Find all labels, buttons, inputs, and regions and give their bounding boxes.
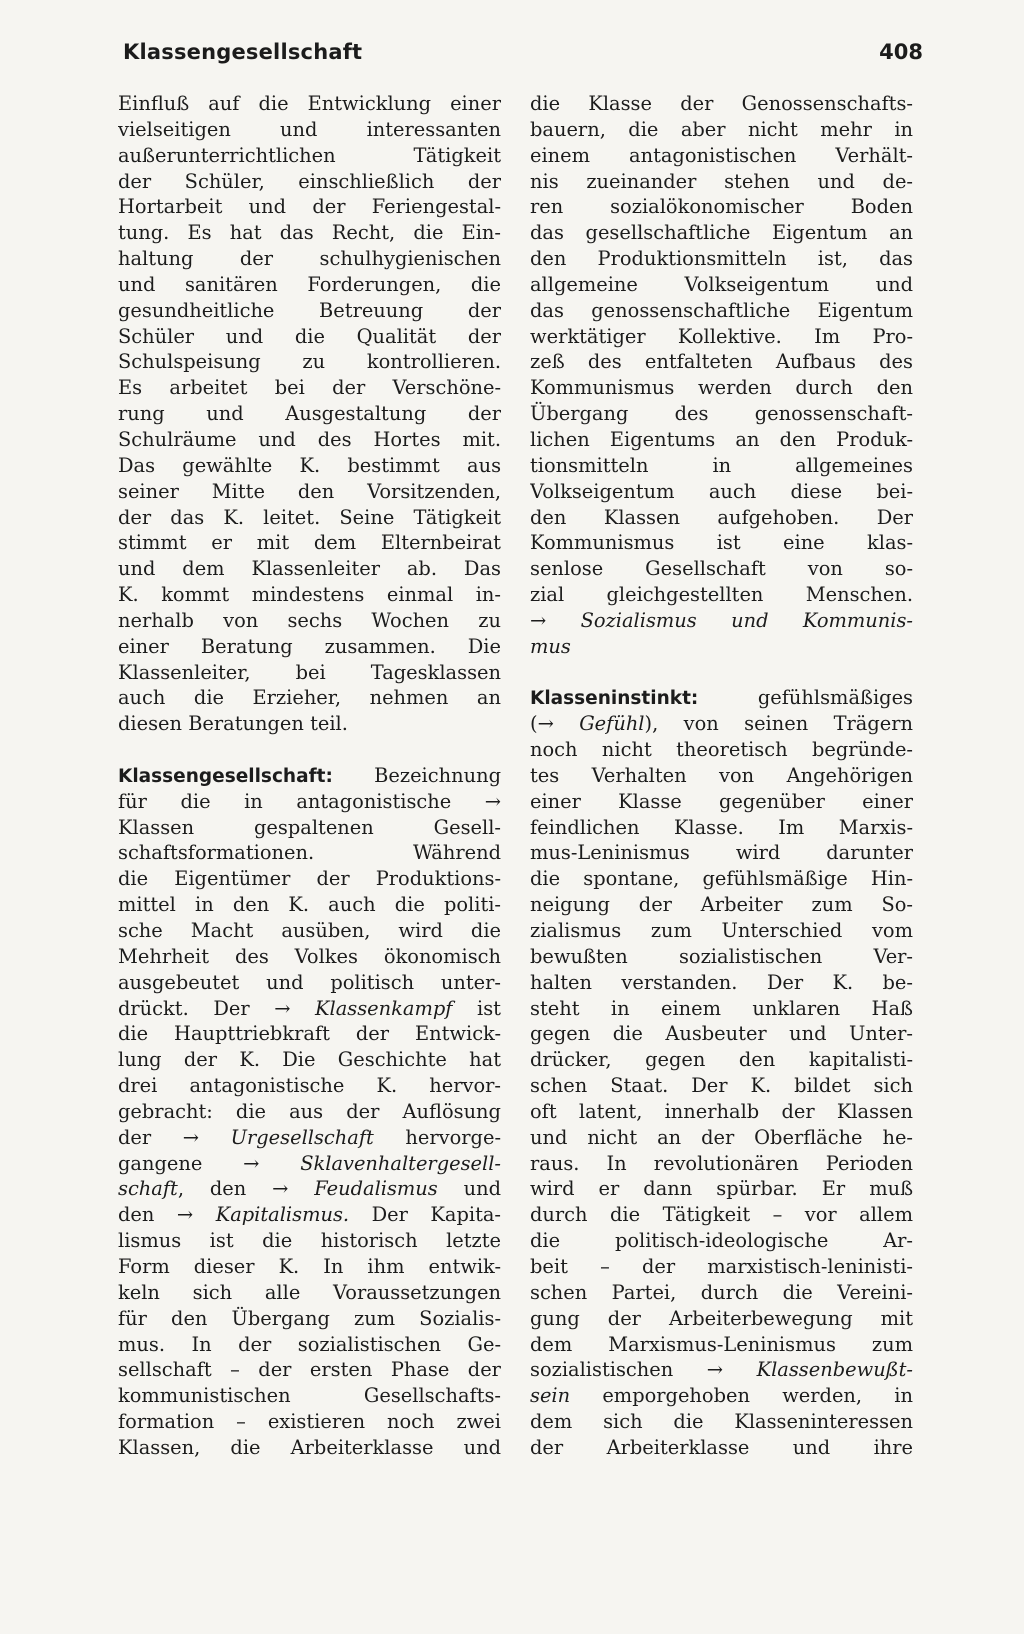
text-line: Mehrheit des Volkes ökonomisch bbox=[118, 944, 501, 968]
text-line: Kommunismus werden durch den bbox=[530, 376, 913, 400]
text-line: dem sich die Klasseninteressen bbox=[530, 1410, 913, 1434]
text-line: noch nicht theoretisch begründe- bbox=[530, 738, 913, 762]
text-line: den Klassen aufgehoben. Der bbox=[530, 505, 913, 529]
text-line: schen Staat. Der K. bildet sich bbox=[530, 1074, 913, 1098]
text-line: diesen Beratungen teil. bbox=[118, 712, 348, 736]
text-line: drücker, gegen den kapitalisti- bbox=[530, 1048, 913, 1072]
cross-reference: Klassenbewußt- bbox=[756, 1358, 913, 1382]
text-line: Einfluß auf die Entwicklung einer bbox=[118, 92, 501, 115]
text-line: gebracht: die aus der Auflösung bbox=[118, 1099, 501, 1123]
text-line: bauern, die aber nicht mehr in bbox=[530, 117, 913, 141]
text-line: raus. In revolutionären Perioden bbox=[530, 1151, 913, 1175]
page-number: 408 bbox=[879, 40, 923, 64]
text-line: schaft, den → Feudalismus und bbox=[118, 1177, 501, 1201]
cross-reference: Feudalismus bbox=[314, 1177, 438, 1201]
text-line: Form dieser K. In ihm entwik- bbox=[118, 1254, 501, 1278]
text-line: nerhalb von sechs Wochen zu bbox=[118, 608, 501, 632]
text-line: Klassen, die Arbeiterklasse und bbox=[118, 1435, 501, 1459]
text-line: Kommunismus ist eine klas- bbox=[530, 531, 913, 555]
text-line: → Sozialismus und Kommunis- bbox=[530, 608, 913, 632]
text-line: für die in antagonistische → bbox=[118, 789, 501, 813]
text-line: haltung der schulhygienischen bbox=[118, 247, 501, 271]
text-line: bewußten sozialistischen Ver- bbox=[530, 944, 913, 968]
text-line: sche Macht ausüben, wird die bbox=[118, 919, 501, 942]
text-line: ren sozialökonomischer Boden bbox=[530, 195, 913, 219]
cross-reference: Gefühl bbox=[579, 712, 645, 736]
text-line: tung. Es hat das Recht, die Ein- bbox=[118, 221, 501, 245]
text-line: der → Urgesellschaft hervorge- bbox=[118, 1125, 501, 1149]
text-line: schen Partei, durch die Vereini- bbox=[530, 1280, 913, 1304]
text-line: Klassenleiter, bei Tagesklassen bbox=[118, 660, 501, 684]
text-line: dem Marxismus-Leninismus zum bbox=[530, 1332, 913, 1356]
text-line: lismus ist die historisch letzte bbox=[118, 1229, 501, 1253]
text-line: Schüler und die Qualität der bbox=[118, 324, 501, 348]
text-line: nis zueinander stehen und de- bbox=[530, 169, 913, 193]
text-line: keln sich alle Voraussetzungen bbox=[118, 1280, 501, 1304]
text-line: Klasseninstinkt: gefühlsmäßiges bbox=[530, 686, 913, 710]
text-line: neigung der Arbeiter zum So- bbox=[530, 893, 913, 917]
text-line: tionsmitteln in allgemeines bbox=[530, 453, 913, 477]
text-line: oft latent, innerhalb der Klassen bbox=[530, 1099, 913, 1123]
text-line: die spontane, gefühlsmäßige Hin- bbox=[530, 867, 913, 891]
text-line: schaftsformationen. Während bbox=[118, 841, 501, 865]
text-line: stimmt er mit dem Elternbeirat bbox=[118, 531, 501, 555]
text-line: rung und Ausgestaltung der bbox=[118, 402, 501, 426]
text-line: für den Übergang zum Sozialis- bbox=[118, 1306, 501, 1330]
text-line: steht in einem unklaren Haß bbox=[530, 996, 913, 1020]
text-line: Hortarbeit und der Feriengestal- bbox=[118, 195, 501, 219]
text-line: seiner Mitte den Vorsitzenden, bbox=[118, 479, 501, 503]
text-line: der Schüler, einschließlich der bbox=[118, 169, 501, 193]
text-line: sellschaft – der ersten Phase der bbox=[118, 1358, 501, 1382]
text-line: Das gewählte K. bestimmt aus bbox=[118, 453, 501, 477]
text-line: gung der Arbeiterbewegung mit bbox=[530, 1306, 913, 1330]
text-line: durch die Tätigkeit – vor allem bbox=[530, 1203, 913, 1227]
left-text-column bbox=[118, 91, 501, 1461]
text-line: sozialistischen → Klassenbewußt- bbox=[530, 1358, 913, 1382]
text-line: drei antagonistische K. hervor- bbox=[118, 1074, 501, 1098]
text-line: außerunterrichtlichen Tätigkeit bbox=[118, 143, 501, 167]
text-line: die Haupttriebkraft der Entwick- bbox=[118, 1022, 501, 1046]
text-line: (→ Gefühl), von seinen Trägern bbox=[530, 712, 913, 736]
text-line: und dem Klassenleiter ab. Das bbox=[118, 557, 501, 581]
text-line: Übergang des genossenschaft- bbox=[530, 402, 913, 426]
running-head-title: Klassengesellschaft bbox=[123, 40, 363, 64]
text-line: lichen Eigentums an den Produk- bbox=[530, 427, 913, 451]
text-line: mus-Leninismus wird darunter bbox=[530, 841, 913, 865]
text-line: ausgebeutet und politisch unter- bbox=[118, 970, 501, 994]
text-line: die politisch-ideologische Ar- bbox=[530, 1229, 913, 1253]
text-line: auch die Erzieher, nehmen an bbox=[118, 686, 501, 710]
text-line: Klassen gespaltenen Gesell- bbox=[118, 815, 501, 839]
text-line: zeß des entfalteten Aufbaus des bbox=[530, 350, 913, 374]
text-line: vielseitigen und interessanten bbox=[118, 117, 501, 141]
text-line: K. kommt mindestens einmal in- bbox=[118, 583, 501, 607]
cross-reference: und bbox=[731, 608, 769, 632]
text-line: und nicht an der Oberfläche he- bbox=[530, 1125, 913, 1149]
cross-reference: Sozialismus bbox=[580, 608, 697, 632]
text-line bbox=[530, 634, 913, 660]
text-line: Klassengesellschaft: Bezeichnung bbox=[118, 763, 501, 787]
text-line: die Klasse der Genossenschafts- bbox=[530, 92, 913, 115]
text-line: gegen die Ausbeuter und Unter- bbox=[530, 1022, 913, 1046]
text-line: der Arbeiterklasse und ihre bbox=[530, 1435, 913, 1459]
text-line: sein emporgehoben werden, in bbox=[530, 1384, 913, 1408]
paragraph-gap bbox=[530, 660, 913, 686]
text-line: den → Kapitalismus. Der Kapita- bbox=[118, 1203, 501, 1227]
text-line: gangene → Sklavenhaltergesell- bbox=[118, 1151, 501, 1175]
cross-reference: Kapitalismus. bbox=[215, 1203, 350, 1227]
text-line: einer Klasse gegenüber einer bbox=[530, 789, 913, 813]
text-line: feindlichen Klasse. Im Marxis- bbox=[530, 815, 913, 839]
cross-reference: Klassenkampf bbox=[315, 996, 453, 1020]
text-line: werktätiger Kollektive. Im Pro- bbox=[530, 324, 913, 348]
cross-reference: Sklavenhaltergesell- bbox=[300, 1151, 501, 1175]
text-line: Es arbeitet bei der Verschöne- bbox=[118, 376, 501, 400]
text-line: das genossenschaftliche Eigentum bbox=[530, 298, 913, 322]
text-line: den Produktionsmitteln ist, das bbox=[530, 247, 913, 271]
text-line: tes Verhalten von Angehörigen bbox=[530, 763, 913, 787]
text-line: halten verstanden. Der K. be- bbox=[530, 970, 913, 994]
text-line: senlose Gesellschaft von so- bbox=[530, 557, 913, 581]
text-line: Schulspeisung zu kontrollieren. bbox=[118, 350, 501, 374]
text-line: zialismus zum Unterschied vom bbox=[530, 919, 913, 942]
text-line: beit – der marxistisch-leninisti- bbox=[530, 1254, 913, 1278]
cross-reference: schaft bbox=[118, 1177, 178, 1201]
cross-reference: Kommunis- bbox=[802, 608, 913, 632]
headword: Klasseninstinkt: bbox=[530, 688, 699, 710]
text-line: allgemeine Volkseigentum und bbox=[530, 272, 913, 296]
text-line: formation – existieren noch zwei bbox=[118, 1410, 501, 1434]
cross-reference: sein bbox=[530, 1384, 571, 1408]
text-line: der das K. leitet. Seine Tätigkeit bbox=[118, 505, 501, 529]
headword: Klassengesellschaft: bbox=[118, 765, 333, 787]
text-line: einer Beratung zusammen. Die bbox=[118, 634, 501, 658]
text-line: das gesellschaftliche Eigentum an bbox=[530, 221, 913, 245]
text-line: Schulräume und des Hortes mit. bbox=[118, 427, 501, 451]
cross-reference: mus bbox=[530, 634, 571, 658]
text-line: mus. In der sozialistischen Ge- bbox=[118, 1332, 501, 1356]
text-line: gesundheitliche Betreuung der bbox=[118, 298, 501, 322]
text-line: mittel in den K. auch die politi- bbox=[118, 893, 501, 917]
text-line: zial gleichgestellten Menschen. bbox=[530, 583, 913, 607]
text-line: Volkseigentum auch diese bei- bbox=[530, 479, 913, 503]
text-line: einem antagonistischen Verhält- bbox=[530, 143, 913, 167]
text-line: kommunistischen Gesellschafts- bbox=[118, 1384, 501, 1408]
right-text-column bbox=[530, 91, 913, 1461]
cross-reference: Urgesellschaft bbox=[230, 1125, 374, 1149]
paragraph-gap bbox=[118, 737, 501, 763]
text-line: drückt. Der → Klassenkampf ist bbox=[118, 996, 501, 1020]
text-line: lung der K. Die Geschichte hat bbox=[118, 1048, 501, 1072]
text-line: wird er dann spürbar. Er muß bbox=[530, 1177, 913, 1201]
text-line: die Eigentümer der Produktions- bbox=[118, 867, 501, 891]
running-head bbox=[123, 40, 923, 74]
text-line: und sanitären Forderungen, die bbox=[118, 272, 501, 296]
